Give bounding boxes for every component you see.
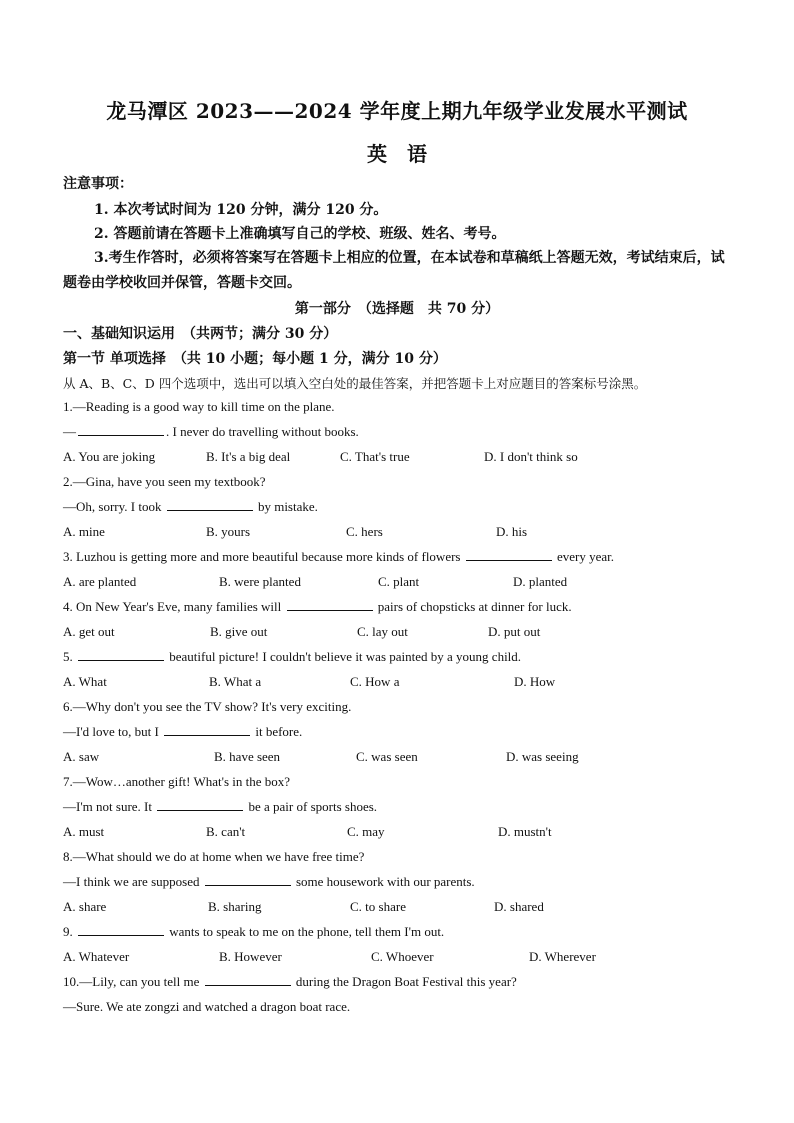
question-text: 4. On New Year's Eve, many families will: [63, 599, 285, 614]
question-text: be a pair of sports shoes.: [245, 799, 378, 814]
notice-heading: 注意事项：: [63, 176, 133, 192]
question-5-option-A: A. What: [63, 674, 107, 689]
question-5-option-D: D. How: [514, 674, 556, 689]
question-3-option-A: A. are planted: [63, 574, 137, 589]
question-8-line-2: [63, 874, 475, 890]
notice-item-3: 3.考生作答时，必须将答案写在答题卡上相应的位置，在本试卷和草稿纸上答题无效，考试结束后，试题卷由学校收回并保管，答题卡交回。: [63, 250, 725, 291]
question-text: 5.: [63, 649, 76, 664]
question-text: —Oh, sorry. I took: [63, 499, 165, 514]
question-text: —I'd love to, but I: [63, 724, 163, 739]
answer-blank: [466, 549, 552, 561]
question-8-line-1: [63, 849, 364, 865]
question-9-option-C: C. Whoever: [371, 949, 434, 964]
question-4-option-D: D. put out: [488, 624, 541, 639]
question-text: 3. Luzhou is getting more and more beautiful because more kinds of flowers: [63, 549, 464, 564]
subsection-title: 第一节 单项选择 （共 10 小题；每小题 1 分，满分 10 分）: [63, 351, 447, 367]
question-8-option-B: B. sharing: [208, 899, 262, 914]
question-7-option-D: D. mustn't: [498, 824, 552, 839]
question-8-option-C: C. to share: [350, 899, 406, 914]
question-6-option-C: C. was seen: [356, 749, 418, 764]
question-4-option-B: B. give out: [210, 624, 268, 639]
exam-title: 龙马潭区 2023——2024 学年度上期九年级学业发展水平测试: [106, 99, 688, 123]
question-6-option-B: B. have seen: [214, 749, 281, 764]
question-1-line-1: [63, 399, 335, 415]
question-text: 9.: [63, 924, 76, 939]
question-1-option-A: A. You are joking: [63, 449, 156, 464]
question-9-option-B: B. However: [219, 949, 282, 964]
question-1-option-B: B. It's a big deal: [206, 449, 291, 464]
question-5-option-C: C. How a: [350, 674, 400, 689]
question-text: . I never do travelling without books.: [166, 424, 359, 439]
question-text: by mistake.: [254, 499, 318, 514]
answer-blank: [205, 874, 291, 886]
question-6-line-1: [63, 699, 351, 715]
question-6-option-D: D. was seeing: [506, 749, 579, 764]
subject-title: 英 语: [367, 142, 427, 166]
question-3-option-D: D. planted: [513, 574, 568, 589]
question-text: 1.—Reading is a good way to kill time on the plane.: [63, 399, 335, 414]
answer-blank: [164, 724, 250, 736]
question-2-option-B: B. yours: [206, 524, 251, 539]
answer-blank: [287, 599, 373, 611]
question-1-option-D: D. I don't think so: [484, 449, 578, 464]
question-2-line-2: [63, 499, 318, 515]
question-4-option-C: C. lay out: [357, 624, 408, 639]
question-text: —Sure. We ate zongzi and watched a dragon boat race.: [63, 999, 351, 1014]
answer-blank: [78, 924, 164, 936]
question-1-line-2: [63, 424, 359, 440]
question-3-option-B: B. were planted: [219, 574, 301, 589]
notice-item-2: 2. 答题前请在答题卡上准确填写自己的学校、班级、姓名、考号。: [94, 226, 506, 242]
question-4-line-1: [63, 599, 572, 615]
question-8-option-A: A. share: [63, 899, 107, 914]
question-text: pairs of chopsticks at dinner for luck.: [374, 599, 572, 614]
part-title: 第一部分 （选择题 共 70 分）: [294, 301, 500, 317]
question-text: 7.—Wow…another gift! What's in the box?: [63, 774, 291, 789]
question-7-option-B: B. can't: [206, 824, 246, 839]
question-text: 2.—Gina, have you seen my textbook?: [63, 474, 266, 489]
instruction-text: 从 A、B、C、D 四个选项中，选出可以填入空白处的最佳答案，并把答题卡上对应题目的答案标号涂黑。: [63, 376, 647, 391]
question-4-option-A: A. get out: [63, 624, 115, 639]
question-text: some housework with our parents.: [292, 874, 475, 889]
question-1-option-C: C. That's true: [340, 449, 410, 464]
question-2-option-C: C. hers: [346, 524, 383, 539]
question-5-option-B: B. What a: [209, 674, 262, 689]
question-3-line-1: [63, 549, 614, 565]
question-text: 6.—Why don't you see the TV show? It's very exciting.: [63, 699, 352, 714]
question-2-line-1: [63, 474, 266, 490]
question-8-option-D: D. shared: [494, 899, 544, 914]
question-10-line-1: [63, 974, 517, 990]
question-text: —I think we are supposed: [63, 874, 203, 889]
question-2-option-D: D. his: [496, 524, 528, 539]
question-7-line-1: [63, 774, 290, 790]
question-text: it before.: [252, 724, 303, 739]
answer-blank: [167, 499, 253, 511]
question-text: beautiful picture! I couldn't believe it was painted by a young child.: [166, 649, 522, 664]
answer-blank: [157, 799, 243, 811]
question-7-line-2: [63, 799, 377, 815]
question-text: wants to speak to me on the phone, tell them I'm out.: [166, 924, 445, 939]
question-7-option-C: C. may: [347, 824, 385, 839]
answer-blank: [78, 424, 164, 436]
question-text: during the Dragon Boat Festival this year?: [292, 974, 517, 989]
question-text: —I'm not sure. It: [63, 799, 156, 814]
question-3-option-C: C. plant: [378, 574, 420, 589]
question-6-line-2: [63, 724, 302, 740]
answer-blank: [78, 649, 164, 661]
question-text: every year.: [553, 549, 615, 564]
question-9-option-A: A. Whatever: [63, 949, 130, 964]
question-2-option-A: A. mine: [63, 524, 105, 539]
notice-item-1: 1. 本次考试时间为 120 分钟，满分 120 分。: [94, 202, 388, 218]
question-text: 8.—What should we do at home when we have free time?: [63, 849, 365, 864]
question-6-option-A: A. saw: [63, 749, 100, 764]
answer-blank: [205, 974, 291, 986]
question-text: 10.—Lily, can you tell me: [63, 974, 203, 989]
question-9-option-D: D. Wherever: [529, 949, 596, 964]
question-text: —: [63, 424, 76, 439]
question-7-option-A: A. must: [63, 824, 105, 839]
question-9-line-1: [63, 924, 444, 940]
question-5-line-1: [63, 649, 521, 665]
question-10-line-2: [63, 999, 350, 1015]
section-title: 一、基础知识运用 （共两节；满分 30 分）: [63, 326, 338, 342]
